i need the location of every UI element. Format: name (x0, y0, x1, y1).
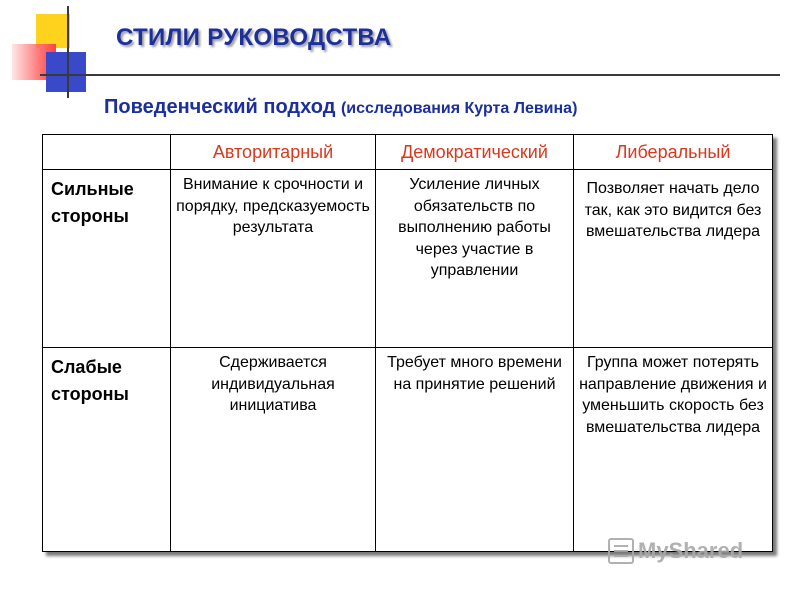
table-row-strengths (43, 170, 773, 348)
header-cell-democratic: Демократический (376, 135, 574, 170)
decor-blue-square (46, 52, 86, 92)
cell-strengths-democratic: Усиление личных обязательств по выполнению работы через участие в управлении (376, 170, 574, 348)
decor-yellow-square (36, 14, 70, 48)
subtitle-note: (исследования Курта Левина) (340, 100, 578, 117)
table-row-weaknesses (43, 348, 773, 552)
cell-weaknesses-liberal: Группа может потерять направление движения и уменьшить скорость без вмешательства лидера (574, 348, 773, 552)
watermark (608, 538, 743, 564)
row-label-strengths: Сильные стороны (43, 170, 171, 348)
cell-strengths-authoritarian: Внимание к срочности и порядку, предсказуемость результата (171, 170, 376, 348)
table-header-row (43, 135, 773, 170)
row-label-weaknesses: Слабые стороны (43, 348, 171, 552)
header-cell-authoritarian: Авторитарный (171, 135, 376, 170)
presentation-icon (608, 538, 634, 564)
header-cell-empty (43, 135, 171, 170)
subtitle (104, 96, 577, 119)
decor-horizontal-line (40, 74, 780, 76)
subtitle-main: Поведенческий подход (104, 96, 336, 118)
page-title: СТИЛИ РУКОВОДСТВА (116, 24, 392, 51)
cell-weaknesses-democratic: Требует много времени на принятие решений (376, 348, 574, 552)
decor-vertical-line (67, 6, 69, 98)
watermark-text: MyShared (638, 538, 744, 563)
cell-strengths-liberal: Позволяет начать дело так, как это видится без вмешательства лидера (574, 170, 773, 348)
leadership-styles-table (42, 134, 773, 552)
header-cell-liberal: Либеральный (574, 135, 773, 170)
cell-weaknesses-authoritarian: Сдерживается индивидуальная инициатива (171, 348, 376, 552)
